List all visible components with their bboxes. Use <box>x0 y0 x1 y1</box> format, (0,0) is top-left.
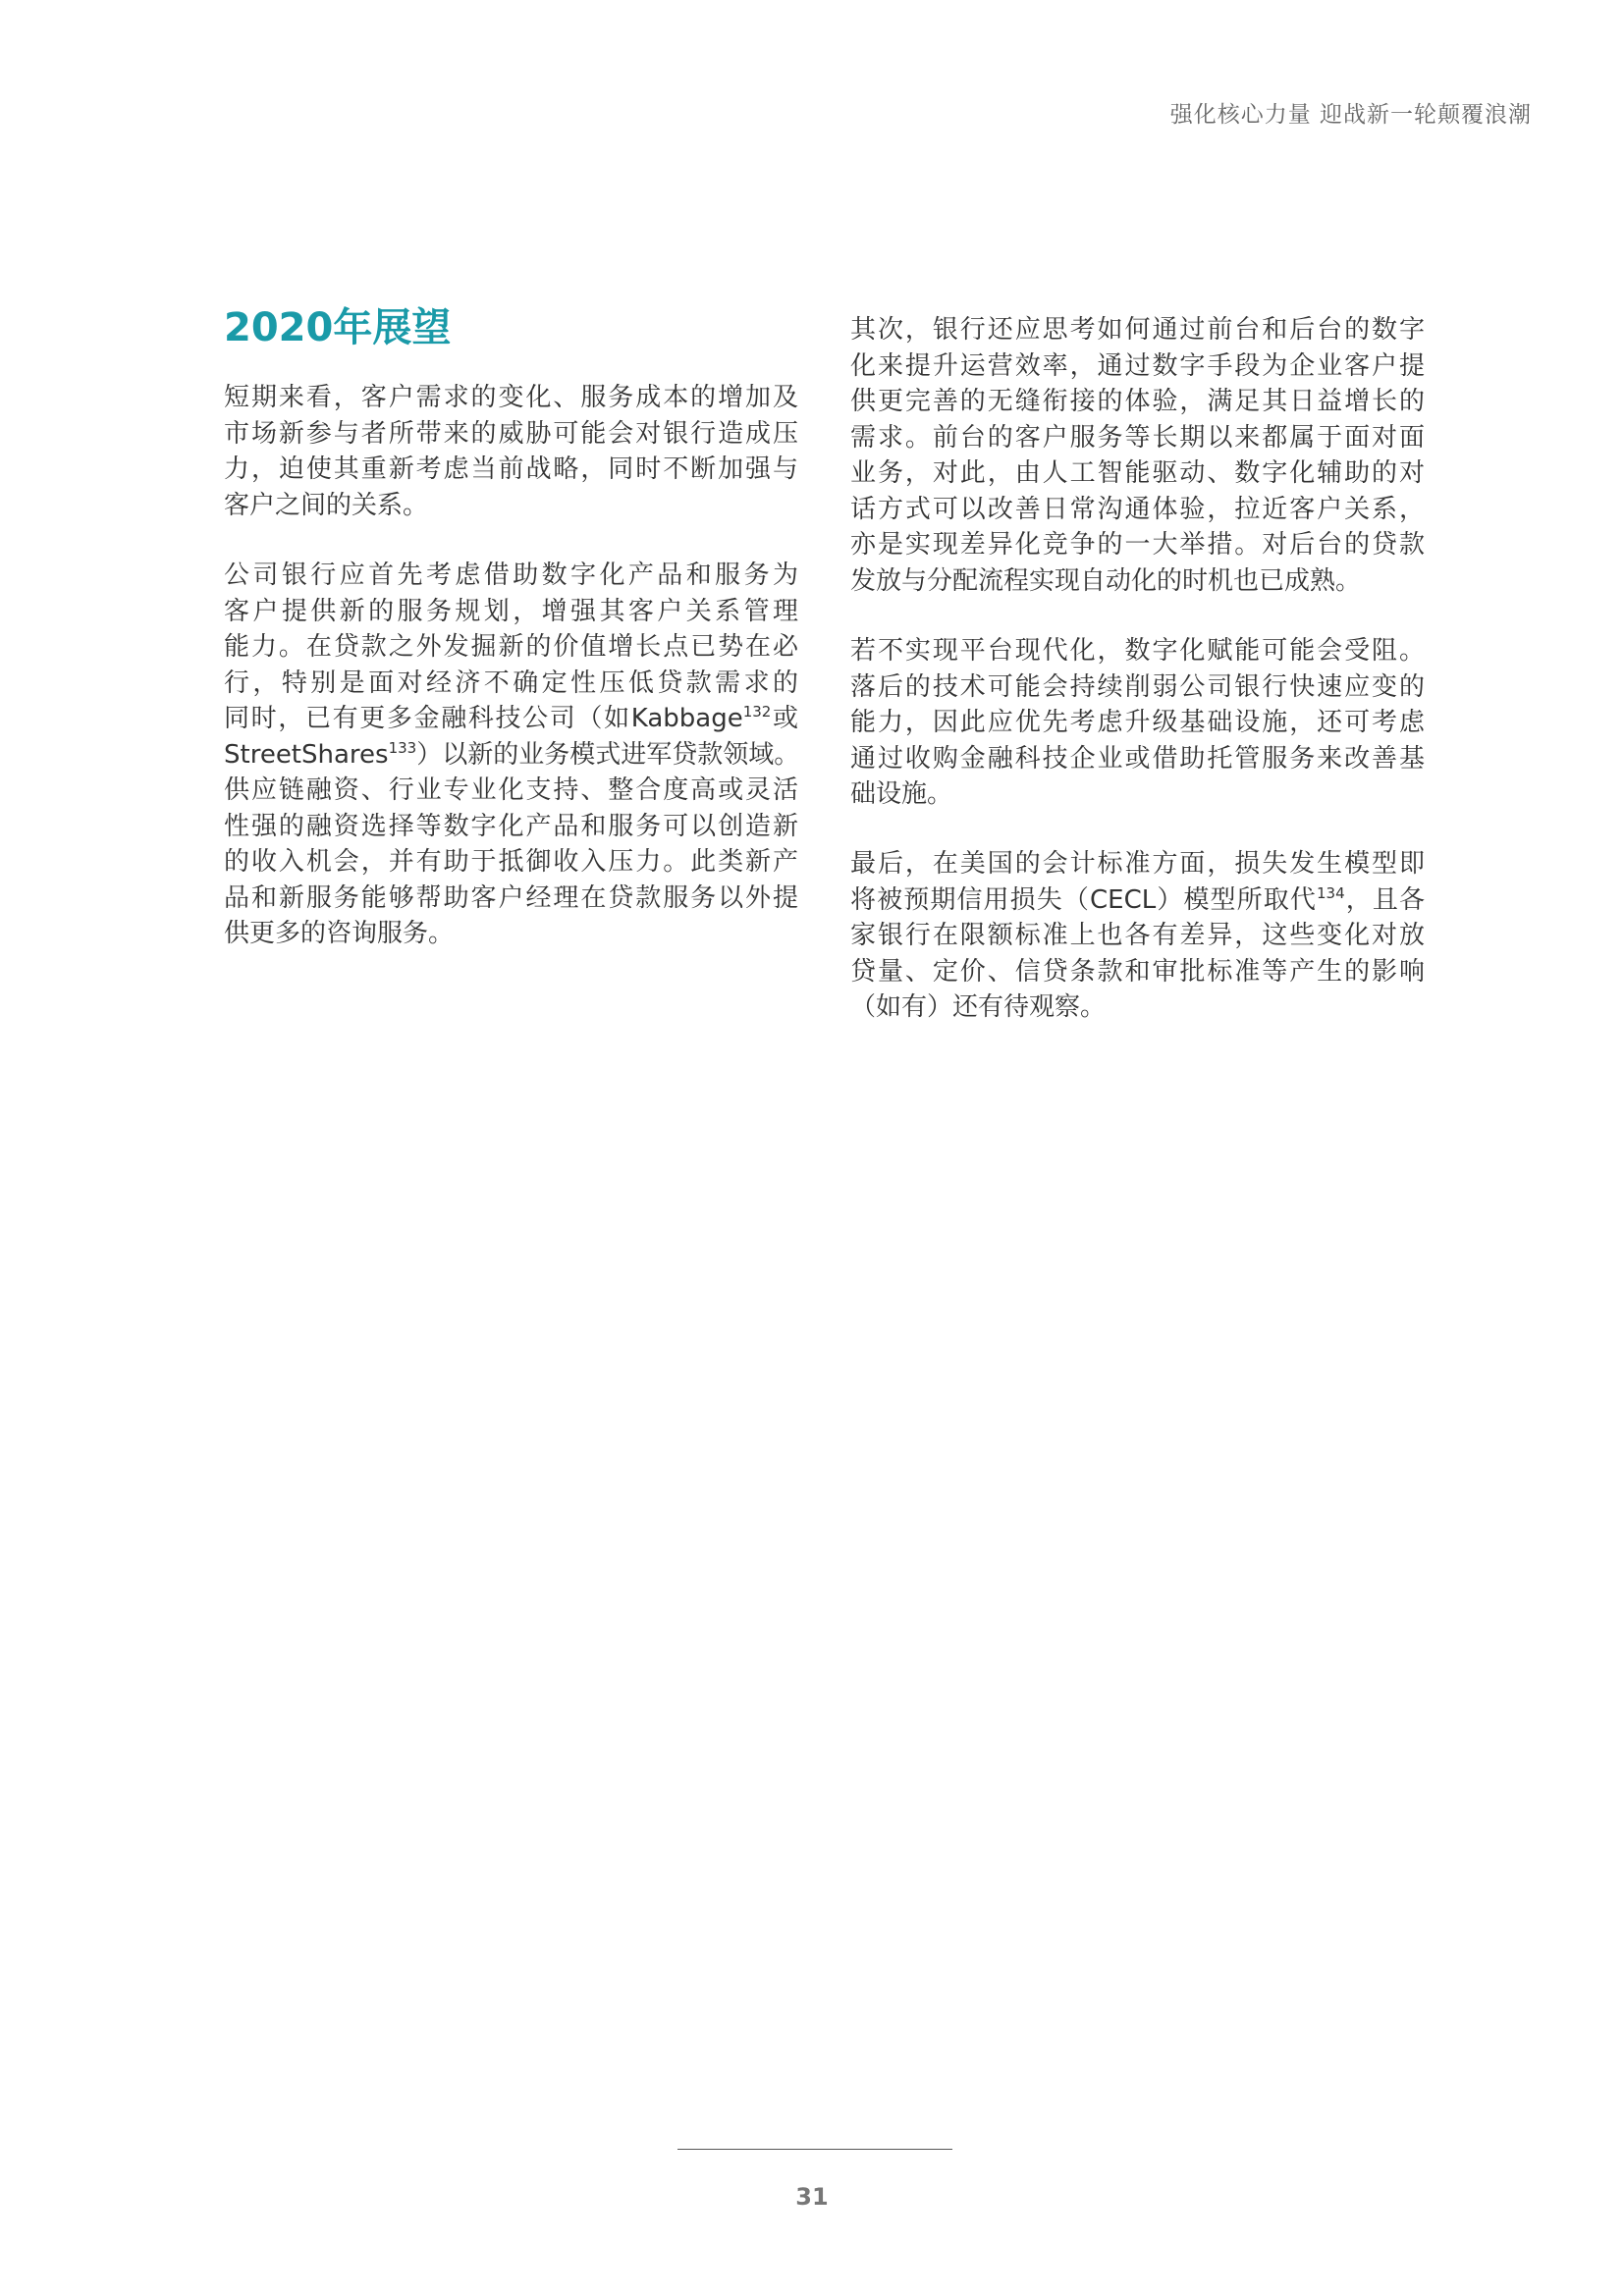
text-line: 短期来看，客户需求的变化、服务成本的增加及 <box>224 383 798 412</box>
footer-divider <box>677 2149 952 2150</box>
text-line: （如有）还有待观察。 <box>850 992 1107 1022</box>
text-segment: 同时，已有更多金融科技公司（如Kabbage <box>224 704 743 733</box>
footnote-ref-132: 132 <box>742 703 772 721</box>
text-line <box>224 701 798 737</box>
text-line: 的收入机会，并有助于抵御收入压力。此类新产 <box>224 847 798 877</box>
text-line: 公司银行应首先考虑借助数字化产品和服务为 <box>224 561 798 590</box>
section-title: 2020年展望 <box>224 305 452 350</box>
text-line: 客户提供新的服务规划，增强其客户关系管理 <box>224 596 798 626</box>
text-line: 化来提升运营效率，通过数字手段为企业客户提 <box>850 350 1425 381</box>
text-segment: 或 <box>771 704 798 733</box>
footnote-ref-133: 133 <box>388 738 417 757</box>
page-number: 31 <box>795 2183 829 2211</box>
text-line <box>850 882 1425 919</box>
text-line: 发放与分配流程实现自动化的时机也已成熟。 <box>850 565 1362 596</box>
text-line: 品和新服务能够帮助客户经理在贷款服务以外提 <box>224 882 798 913</box>
text-line: 通过收购金融科技企业或借助托管服务来改善基 <box>850 743 1425 774</box>
right-paragraph-1 <box>850 312 1425 599</box>
left-paragraph-2 <box>224 558 798 952</box>
text-line: 最后，在美国的会计标准方面，损失发生模型即 <box>850 849 1425 879</box>
text-line: 话方式可以改善日常沟通体验，拉近客户关系， <box>850 494 1425 524</box>
text-segment: ，且各 <box>1344 884 1425 915</box>
text-segment: ）以新的业务模式进军贷款领域。 <box>416 739 800 770</box>
text-line: 供更多的咨询服务。 <box>224 919 455 948</box>
text-line: 客户之间的关系。 <box>224 490 429 520</box>
text-line: 需求。前台的客户服务等长期以来都属于面对面 <box>850 422 1425 453</box>
text-line: 力，迫使其重新考虑当前战略，同时不断加强与 <box>224 454 798 484</box>
text-line: 其次，银行还应思考如何通过前台和后台的数字 <box>850 315 1425 345</box>
text-line: 亦是实现差异化竞争的一大举措。对后台的贷款 <box>850 530 1425 560</box>
text-line: 供更完善的无缝衔接的体验，满足其日益增长的 <box>850 387 1425 416</box>
text-segment: StreetShares <box>224 739 389 770</box>
text-line: 性强的融资选择等数字化产品和服务可以创造新 <box>224 811 798 841</box>
right-paragraph-3 <box>850 846 1425 1026</box>
text-line: 贷量、定价、信贷条款和审批标准等产生的影响 <box>850 956 1425 987</box>
text-line: 行，特别是面对经济不确定性压低贷款需求的 <box>224 667 798 698</box>
text-segment: 将被预期信用损失（CECL）模型所取代 <box>850 884 1317 915</box>
text-line: 能力，因此应优先考虑升级基础设施，还可考虑 <box>850 708 1425 737</box>
running-header-title: 强化核心力量 迎战新一轮颠覆浪潮 <box>1169 102 1532 128</box>
text-line: 业务，对此，由人工智能驱动、数字化辅助的对 <box>850 458 1425 488</box>
footnote-ref-134: 134 <box>1317 883 1345 902</box>
text-line: 能力。在贷款之外发掘新的价值增长点已势在必 <box>224 632 798 662</box>
text-line: 若不实现平台现代化，数字化赋能可能会受阻。 <box>850 636 1425 666</box>
text-line: 家银行在限额标准上也各有差异，这些变化对放 <box>850 921 1425 950</box>
left-paragraph-1 <box>224 380 798 523</box>
text-line <box>224 737 798 774</box>
text-line: 市场新参与者所带来的威胁可能会对银行造成压 <box>224 418 798 449</box>
text-line: 供应链融资、行业专业化支持、整合度高或灵活 <box>224 775 798 805</box>
right-paragraph-2 <box>850 633 1425 813</box>
text-line: 落后的技术可能会持续削弱公司银行快速应变的 <box>850 671 1425 702</box>
text-line: 础设施。 <box>850 779 953 809</box>
